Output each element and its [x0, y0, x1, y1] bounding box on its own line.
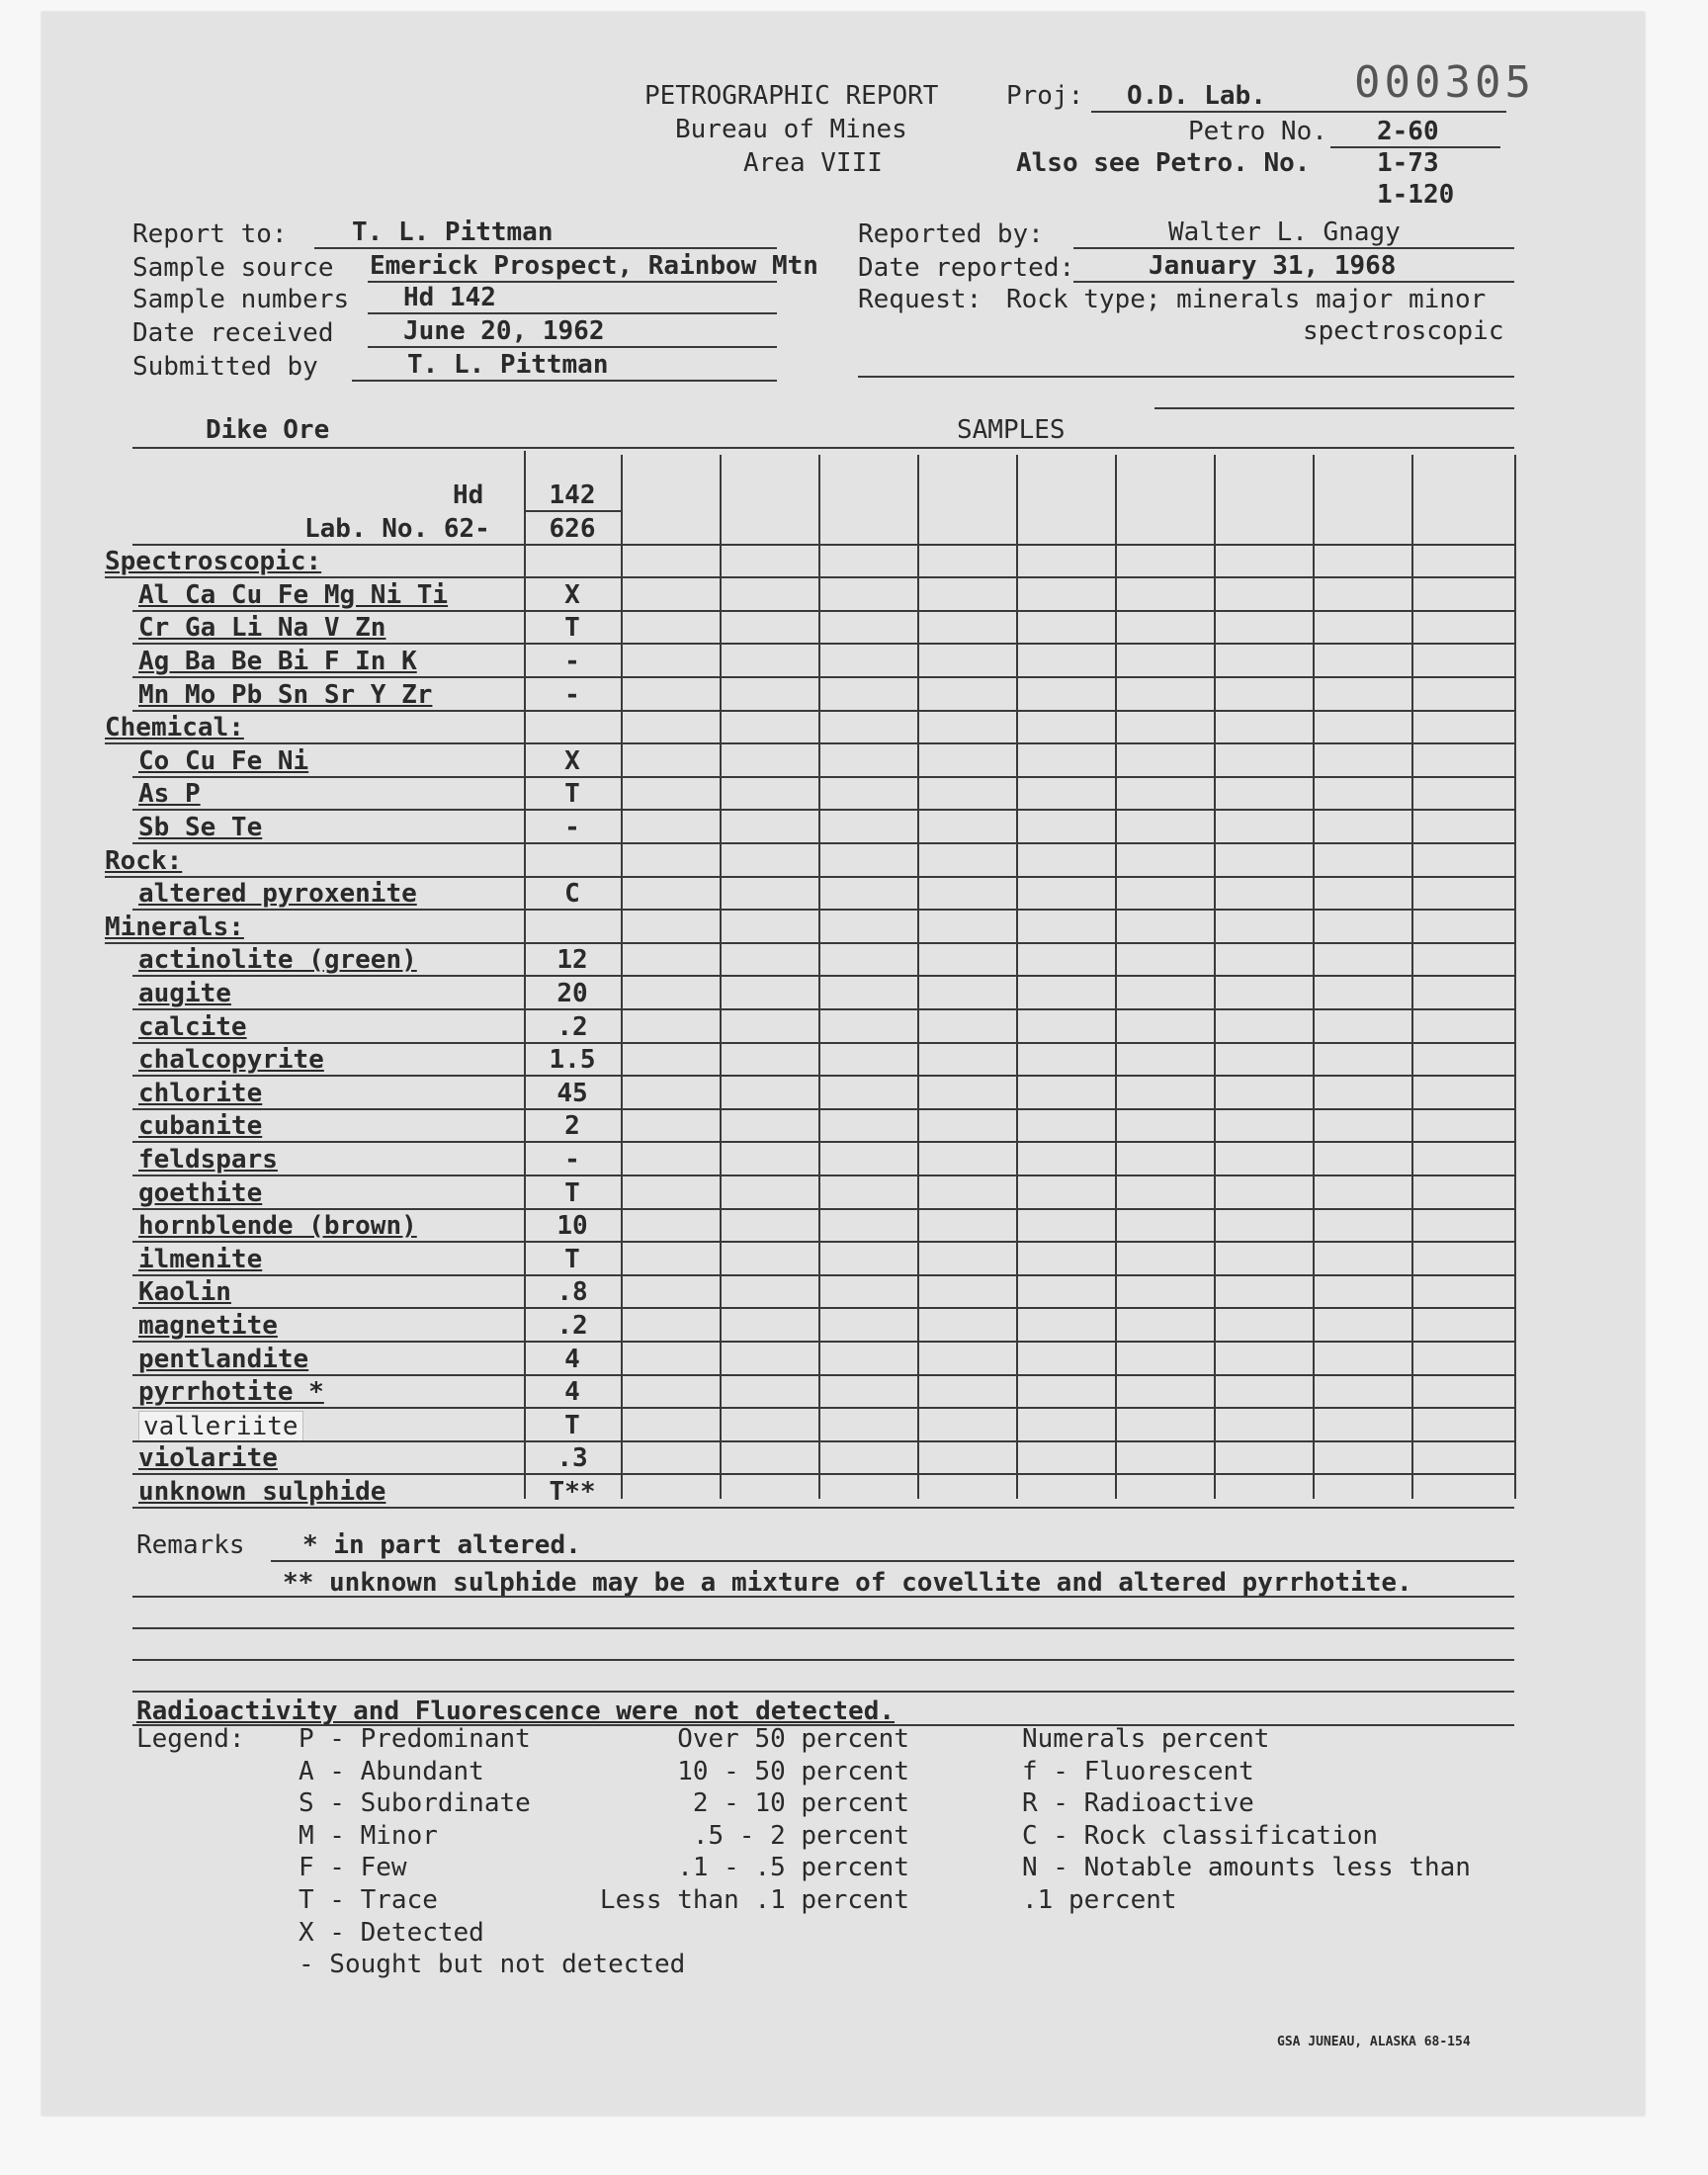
request-line-1: Rock type; minerals major minor [1006, 285, 1487, 314]
legend-entry: T - Trace [299, 1885, 438, 1915]
row-rule [132, 1307, 1514, 1309]
row-value: .2 [556, 1311, 588, 1341]
legend-entry: X - Detected [299, 1917, 484, 1948]
remarks-label: Remarks [136, 1530, 245, 1560]
petro-no-value: 2-60 [1377, 117, 1439, 146]
legend-entry: A - Abundant [299, 1756, 484, 1786]
row-rule [132, 909, 1514, 911]
row-rule [132, 776, 1514, 778]
row-value: 10 [556, 1211, 588, 1242]
row-rule [132, 1507, 1514, 1509]
row-value: 45 [556, 1078, 588, 1108]
legend-entry: 2 - 10 percent [692, 1788, 909, 1819]
row-rule [132, 1008, 1514, 1010]
legend-entry: .5 - 2 percent [692, 1820, 909, 1851]
legend-entry: C - Rock classification [1022, 1820, 1379, 1851]
legend-entry: M - Minor [299, 1820, 438, 1851]
row-label: Sb Se Te [138, 813, 263, 842]
printer-imprint: GSA JUNEAU, ALASKA 68-154 [1277, 2035, 1471, 2049]
legend-entry: 10 - 50 percent [677, 1756, 909, 1786]
row-rule [132, 809, 1514, 811]
row-label: Co Cu Fe Ni [138, 745, 309, 776]
sample-numbers-label: Sample numbers [132, 285, 350, 314]
row-label: hornblende (brown) [138, 1211, 417, 1242]
row-label: valleriite [138, 1411, 303, 1442]
row-rule [105, 876, 1514, 878]
row-rule [132, 1374, 1514, 1376]
legend-entry: .1 percent [1022, 1885, 1177, 1915]
row-rule [132, 975, 1514, 977]
row-value: 1.5 [549, 1045, 596, 1076]
row-value: - [564, 813, 580, 842]
row-label: Kaolin [138, 1277, 231, 1308]
row-rule [132, 1108, 1514, 1110]
row-rule [132, 710, 1514, 712]
row-rule [132, 842, 1514, 844]
hd-value: 142 [549, 480, 596, 510]
section-heading: Minerals: [105, 912, 244, 942]
report-to-value: T. L. Pittman [352, 218, 554, 247]
row-label: feldspars [138, 1145, 278, 1174]
area-label: Area VIII [743, 148, 883, 178]
row-label: ilmenite [138, 1244, 263, 1274]
row-value: - [564, 679, 580, 710]
also-see-value-1: 1-73 [1377, 148, 1439, 178]
row-label: magnetite [138, 1311, 278, 1341]
row-rule [132, 676, 1514, 678]
request-line-2: spectroscopic [1303, 316, 1504, 346]
row-value: 2 [564, 1111, 580, 1142]
legend-entry: N - Notable amounts less than [1022, 1853, 1471, 1883]
row-value: C [564, 879, 580, 910]
row-rule [132, 1440, 1514, 1442]
legend-entry: Over 50 percent [677, 1724, 909, 1754]
reported-by-label: Reported by: [858, 219, 1044, 249]
lab-no-label: Lab. No. 62- [304, 513, 490, 544]
row-label: actinolite (green) [138, 945, 417, 976]
row-label: chalcopyrite [138, 1045, 324, 1076]
legend-entry: f - Fluorescent [1022, 1756, 1254, 1786]
samples-header: SAMPLES [957, 415, 1066, 445]
row-value: X [564, 579, 580, 610]
row-label: chlorite [138, 1078, 263, 1108]
section-heading: Chemical: [105, 713, 244, 743]
row-rule [105, 942, 1514, 944]
date-reported-value: January 31, 1968 [1149, 251, 1397, 281]
bureau-name: Bureau of Mines [675, 115, 907, 144]
petro-no-label: Petro No. [1188, 117, 1327, 146]
row-rule [132, 1042, 1514, 1044]
row-value: - [564, 1145, 580, 1174]
row-rule [132, 610, 1514, 612]
row-rule [132, 1174, 1514, 1176]
legend-entry: Numerals percent [1022, 1724, 1270, 1754]
row-label: Al Ca Cu Fe Mg Ni Ti [138, 579, 449, 610]
row-value: X [564, 745, 580, 776]
row-label: violarite [138, 1443, 278, 1474]
also-see-label: Also see Petro. No. [1016, 148, 1311, 178]
remarks-line-2: ** unknown sulphide may be a mixture of covellite and altered pyrrhotite. [283, 1568, 1412, 1598]
hd-label: Hd [453, 480, 484, 510]
legend-entry: P - Predominant [299, 1724, 531, 1754]
legend-entry: - Sought but not detected [299, 1950, 686, 1980]
row-value: 4 [564, 1377, 580, 1408]
row-label: cubanite [138, 1111, 263, 1142]
grid-column-line [1514, 455, 1516, 1499]
row-rule [132, 1241, 1514, 1243]
row-value: 12 [556, 945, 588, 976]
submitted-by-label: Submitted by [132, 352, 318, 382]
row-value: .3 [556, 1443, 588, 1474]
row-value: T** [549, 1477, 596, 1507]
row-rule [132, 1407, 1514, 1409]
report-title: PETROGRAPHIC REPORT [644, 81, 939, 111]
row-label: As P [138, 779, 201, 810]
date-received-value: June 20, 1962 [403, 316, 605, 346]
row-label: Ag Ba Be Bi F In K [138, 647, 417, 676]
row-label: augite [138, 979, 231, 1008]
row-value: T [564, 779, 580, 810]
row-rule [132, 1075, 1514, 1077]
legend-entry: S - Subordinate [299, 1788, 531, 1819]
row-rule [132, 1208, 1514, 1210]
also-see-value-2: 1-120 [1377, 180, 1455, 210]
sample-numbers-value: Hd 142 [403, 283, 496, 312]
legend-label: Legend: [136, 1724, 245, 1754]
date-received-label: Date received [132, 318, 334, 348]
row-value: T [564, 613, 580, 644]
row-rule [132, 1141, 1514, 1143]
row-rule [132, 1341, 1514, 1343]
row-label: unknown sulphide [138, 1477, 386, 1507]
section-heading: Rock: [105, 845, 183, 876]
row-value: - [564, 647, 580, 676]
row-value: 20 [556, 979, 588, 1008]
proj-label: Proj: [1006, 81, 1084, 111]
row-label: Mn Mo Pb Sn Sr Y Zr [138, 679, 433, 710]
row-label: altered pyroxenite [138, 879, 417, 910]
sample-source-value: Emerick Prospect, Rainbow Mtn [370, 251, 818, 281]
submitted-by-value: T. L. Pittman [407, 350, 609, 380]
legend-entry: .1 - .5 percent [677, 1853, 909, 1883]
section-heading: Spectroscopic: [105, 547, 322, 577]
radioactivity-note: Radioactivity and Fluorescence were not detected. [136, 1696, 896, 1726]
row-value: T [564, 1177, 580, 1208]
document-number: 000305 [1354, 57, 1535, 108]
date-reported-label: Date reported: [858, 253, 1075, 283]
row-label: pentlandite [138, 1344, 309, 1374]
row-rule [132, 1274, 1514, 1276]
row-rule [132, 643, 1514, 645]
lab-no-value: 626 [549, 513, 596, 544]
legend-entry: Less than .1 percent [599, 1885, 909, 1915]
sample-source-label: Sample source [132, 253, 334, 283]
legend-entry: F - Few [299, 1853, 407, 1883]
row-value: T [564, 1410, 580, 1440]
row-label: calcite [138, 1011, 247, 1042]
legend-entry: R - Radioactive [1022, 1788, 1254, 1819]
row-rule [105, 576, 1514, 578]
table-section-label: Dike Ore [206, 415, 330, 445]
row-rule [105, 742, 1514, 744]
row-value: 4 [564, 1344, 580, 1374]
request-label: Request: [858, 285, 982, 314]
row-value: T [564, 1244, 580, 1274]
report-to-label: Report to: [132, 219, 288, 249]
reported-by-value: Walter L. Gnagy [1168, 218, 1401, 247]
row-value: .8 [556, 1277, 588, 1308]
row-label: Cr Ga Li Na V Zn [138, 613, 386, 644]
row-label: goethite [138, 1177, 263, 1208]
proj-value: O.D. Lab. [1127, 81, 1266, 111]
row-label: pyrrhotite * [138, 1377, 324, 1408]
row-value: .2 [556, 1011, 588, 1042]
remarks-line-1: * in part altered. [302, 1530, 581, 1560]
row-rule [132, 1473, 1514, 1475]
